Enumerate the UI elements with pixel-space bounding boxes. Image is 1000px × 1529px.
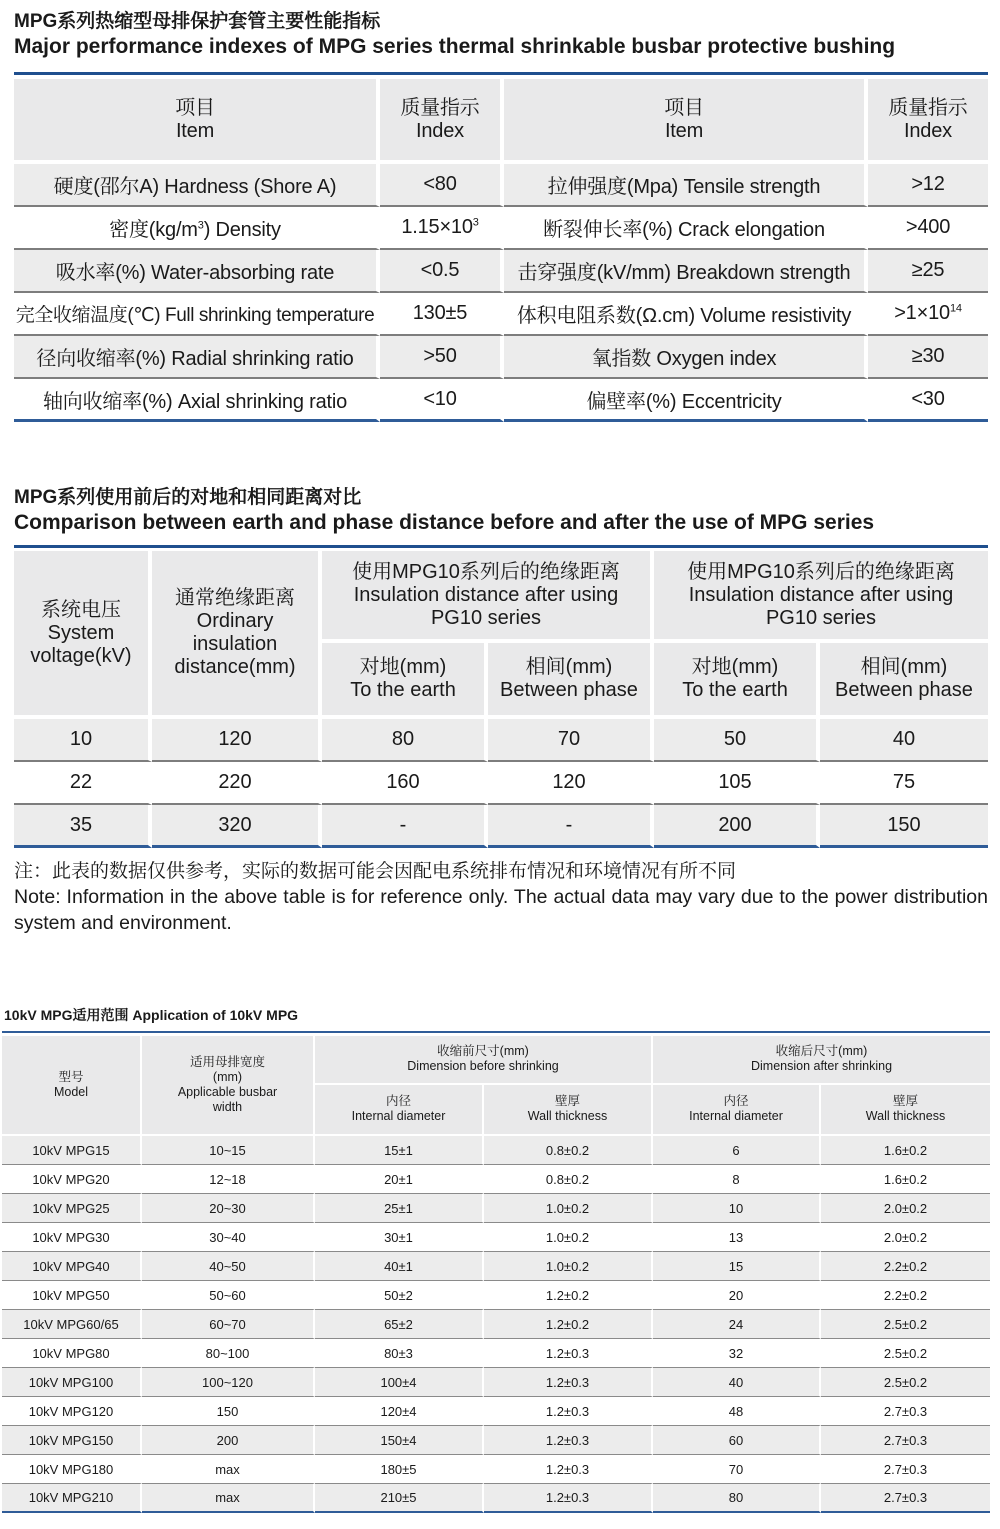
table-cell: 2.7±0.3 [821, 1484, 990, 1513]
table-row [14, 805, 988, 848]
table-cell: 硬度(邵尔A) Hardness (Shore A) [14, 164, 380, 207]
table-cell: 220 [152, 762, 322, 805]
table-row [2, 1426, 990, 1455]
table-cell: 13 [653, 1223, 821, 1252]
table-cell: <0.5 [380, 250, 504, 293]
table-row [2, 1165, 990, 1194]
table-cell: 8 [653, 1165, 821, 1194]
table-cell: 22 [14, 762, 152, 805]
table-cell: 密度$(kg/m^3)$ Density [14, 207, 380, 250]
table-cell: <30 [868, 379, 988, 422]
section3-title: 10kV MPG适用范围 Application of 10kV MPG [4, 1007, 299, 1023]
table-cell: 20±1 [315, 1165, 484, 1194]
header-wall-thickness-after: 壁厚 Wall thickness [821, 1085, 990, 1136]
table-cell: 10kV MPG100 [2, 1368, 142, 1397]
table-row [14, 293, 988, 336]
header-item-right: 项目 Item [504, 79, 868, 164]
table-cell: 50 [654, 719, 820, 762]
table-cell: >12 [868, 164, 988, 207]
table-cell: 30~40 [142, 1223, 315, 1252]
table-cell: 2.7±0.3 [821, 1397, 990, 1426]
header-ordinary-distance: 通常绝缘距离 Ordinary insulation distance(mm) [152, 551, 322, 719]
note-block [14, 860, 988, 936]
table-cell: 40~50 [142, 1252, 315, 1281]
note-cn: 注：此表的数据仅供参考，实际的数据可能会因配电系统排布情况和环境情况有所不同 [14, 861, 737, 882]
table-cell: 100±4 [315, 1368, 484, 1397]
table-cell: 2.0±0.2 [821, 1194, 990, 1223]
table-cell: 120±4 [315, 1397, 484, 1426]
header-index-right: 质量指示 Index [868, 79, 988, 164]
table-row [2, 1484, 990, 1513]
table-cell: 1.0±0.2 [484, 1194, 653, 1223]
table-cell: max [142, 1484, 315, 1513]
header-internal-diameter-before: 内径 Internal diameter [315, 1085, 484, 1136]
table-cell: 100~120 [142, 1368, 315, 1397]
table-cell: 1.2±0.3 [484, 1484, 653, 1513]
section2-title-bar [14, 545, 988, 548]
table-cell: 24 [653, 1310, 821, 1339]
table-row [14, 719, 988, 762]
header-after-group-2: 使用MPG10系列后的绝缘距离 Insulation distance after using PG10 series [654, 551, 988, 643]
table-cell: 1.2±0.3 [484, 1426, 653, 1455]
table-cell: <10 [380, 379, 504, 422]
section1-title-en: Major performance indexes of MPG series thermal shrinkable busbar protective bushing [14, 35, 896, 58]
table-cell: 200 [142, 1426, 315, 1455]
table-cell: 0.8±0.2 [484, 1165, 653, 1194]
table-cell: $1.15\times 10^3$ [380, 207, 504, 250]
table-cell: ≥25 [868, 250, 988, 293]
table-cell: 2.2±0.2 [821, 1252, 990, 1281]
performance-table [14, 79, 988, 422]
table-cell: 1.0±0.2 [484, 1223, 653, 1252]
table-cell: 10kV MPG210 [2, 1484, 142, 1513]
table-row [14, 207, 988, 250]
table-cell: 10kV MPG120 [2, 1397, 142, 1426]
table-cell: 2.5±0.2 [821, 1339, 990, 1368]
table-row [2, 1339, 990, 1368]
table-cell: 击穿强度(kV/mm) Breakdown strength [504, 250, 868, 293]
table-cell: max [142, 1455, 315, 1484]
table-cell: 32 [653, 1339, 821, 1368]
table-cell: 320 [152, 805, 322, 848]
table-cell: 偏壁率(%) Eccentricity [504, 379, 868, 422]
section2-title-en: Comparison between earth and phase distance before and after the use of MPG series [14, 511, 875, 534]
table-cell: 20 [653, 1281, 821, 1310]
header-after-shrinking: 收缩后尺寸(mm) Dimension after shrinking [653, 1036, 990, 1085]
header-to-earth-2: 对地(mm) To the earth [654, 643, 820, 719]
table-cell: 10kV MPG50 [2, 1281, 142, 1310]
header-internal-diameter-after: 内径 Internal diameter [653, 1085, 821, 1136]
distance-header-row [14, 551, 988, 643]
section1-title-bar [14, 72, 988, 75]
table-cell: 60~70 [142, 1310, 315, 1339]
table-cell: 15±1 [315, 1136, 484, 1165]
table-cell: 2.0±0.2 [821, 1223, 990, 1252]
table-cell: 10 [14, 719, 152, 762]
header-between-phase-2: 相间(mm) Between phase [820, 643, 988, 719]
table-cell: 25±1 [315, 1194, 484, 1223]
header-index-left: 质量指示 Index [380, 79, 504, 164]
section1-title-cn: MPG系列热缩型母排保护套管主要性能指标 [14, 11, 381, 32]
table-cell: >400 [868, 207, 988, 250]
table-cell: 10kV MPG150 [2, 1426, 142, 1455]
header-between-phase-1: 相间(mm) Between phase [488, 643, 654, 719]
table-cell: 1.2±0.2 [484, 1310, 653, 1339]
table-cell: 160 [322, 762, 488, 805]
table-cell: 80~100 [142, 1339, 315, 1368]
table-cell: 10kV MPG25 [2, 1194, 142, 1223]
table-cell: 15 [653, 1252, 821, 1281]
table-cell: 180±5 [315, 1455, 484, 1484]
table-cell: 35 [14, 805, 152, 848]
table-cell: 120 [488, 762, 654, 805]
section3-title-bar [2, 1031, 990, 1033]
table-cell: 2.2±0.2 [821, 1281, 990, 1310]
table-cell: 200 [654, 805, 820, 848]
header-system-voltage: 系统电压 System voltage(kV) [14, 551, 152, 719]
table-cell: 0.8±0.2 [484, 1136, 653, 1165]
table-cell: 150 [142, 1397, 315, 1426]
table-cell: 拉伸强度(Mpa) Tensile strength [504, 164, 868, 207]
table-cell: 70 [488, 719, 654, 762]
section2-title-block [14, 486, 988, 536]
table-cell: 65±2 [315, 1310, 484, 1339]
table-cell: 80 [653, 1484, 821, 1513]
table-cell: 50±2 [315, 1281, 484, 1310]
table-cell: 轴向收缩率(%) Axial shrinking ratio [14, 379, 380, 422]
table-cell: 10 [653, 1194, 821, 1223]
table-row [2, 1281, 990, 1310]
table-cell: 30±1 [315, 1223, 484, 1252]
table-cell: 80±3 [315, 1339, 484, 1368]
table-row [14, 164, 988, 207]
header-after-group-1: 使用MPG10系列后的绝缘距离 Insulation distance after using PG10 series [322, 551, 654, 643]
table-cell: 10~15 [142, 1136, 315, 1165]
table-cell: 1.2±0.3 [484, 1339, 653, 1368]
table-cell: 20~30 [142, 1194, 315, 1223]
table-cell: 10kV MPG180 [2, 1455, 142, 1484]
table-cell: 10kV MPG40 [2, 1252, 142, 1281]
table-cell: 10kV MPG60/65 [2, 1310, 142, 1339]
table-cell: 70 [653, 1455, 821, 1484]
table-cell: 2.7±0.3 [821, 1426, 990, 1455]
header-to-earth-1: 对地(mm) To the earth [322, 643, 488, 719]
table-cell: <80 [380, 164, 504, 207]
table-cell: 50~60 [142, 1281, 315, 1310]
table-cell: 80 [322, 719, 488, 762]
table-cell: 10kV MPG20 [2, 1165, 142, 1194]
table-row [14, 379, 988, 422]
table-row [14, 762, 988, 805]
table-row [2, 1368, 990, 1397]
table-cell: 130±5 [380, 293, 504, 336]
table-cell: 2.5±0.2 [821, 1310, 990, 1339]
table-cell: 1.0±0.2 [484, 1252, 653, 1281]
table-cell: 150±4 [315, 1426, 484, 1455]
table-cell: 40 [653, 1368, 821, 1397]
table-cell: 氧指数 Oxygen index [504, 336, 868, 379]
table-cell: 105 [654, 762, 820, 805]
table-cell: - [322, 805, 488, 848]
table-cell: 12~18 [142, 1165, 315, 1194]
table-row [2, 1194, 990, 1223]
table-cell: 体积电阻系数(Ω.cm) Volume resistivity [504, 293, 868, 336]
table-cell: 1.6±0.2 [821, 1136, 990, 1165]
table-cell: 吸水率(%) Water-absorbing rate [14, 250, 380, 293]
table-cell: 1.2±0.3 [484, 1397, 653, 1426]
table-cell: 75 [820, 762, 988, 805]
table-row [2, 1455, 990, 1484]
header-item-left: 项目 Item [14, 79, 380, 164]
table-cell: 150 [820, 805, 988, 848]
table-cell: 2.5±0.2 [821, 1368, 990, 1397]
table-cell: 40±1 [315, 1252, 484, 1281]
table-row [2, 1310, 990, 1339]
table-cell: 10kV MPG30 [2, 1223, 142, 1252]
header-before-shrinking: 收缩前尺寸(mm) Dimension before shrinking [315, 1036, 653, 1085]
table-cell: 48 [653, 1397, 821, 1426]
table-cell: 完全收缩温度(℃) Full shrinking temperature [14, 293, 380, 336]
table-cell: 1.2±0.2 [484, 1281, 653, 1310]
header-busbar-width: 适用母排宽度 (mm) Applicable busbar width [142, 1036, 315, 1136]
table-cell: 断裂伸长率(%) Crack elongation [504, 207, 868, 250]
application-table [2, 1036, 990, 1513]
table-cell: 210±5 [315, 1484, 484, 1513]
table-cell: 120 [152, 719, 322, 762]
table-row [2, 1136, 990, 1165]
table-cell: 60 [653, 1426, 821, 1455]
performance-header-row [14, 79, 988, 164]
table-row [2, 1252, 990, 1281]
table-cell: ≥30 [868, 336, 988, 379]
table-cell: 1.6±0.2 [821, 1165, 990, 1194]
table-cell: >50 [380, 336, 504, 379]
table-cell: 径向收缩率(%) Radial shrinking ratio [14, 336, 380, 379]
table-cell: 10kV MPG15 [2, 1136, 142, 1165]
table-cell: 1.2±0.3 [484, 1368, 653, 1397]
table-cell: 1.2±0.3 [484, 1455, 653, 1484]
note-en: Note: Information in the above table is for reference only. The actual data may vary due to the power distribution system and environment. [14, 886, 988, 934]
table-row [14, 250, 988, 293]
table-cell: 10kV MPG80 [2, 1339, 142, 1368]
distance-table [14, 551, 988, 848]
application-header-row [2, 1036, 990, 1085]
header-wall-thickness-before: 壁厚 Wall thickness [484, 1085, 653, 1136]
section1-title-block [14, 10, 988, 60]
table-cell: - [488, 805, 654, 848]
table-cell: $>1\times 10^{14}$ [868, 293, 988, 336]
section2-title-cn: MPG系列使用前后的对地和相同距离对比 [14, 487, 362, 508]
table-cell: 6 [653, 1136, 821, 1165]
table-cell: 40 [820, 719, 988, 762]
table-row [14, 336, 988, 379]
table-cell: 2.7±0.3 [821, 1455, 990, 1484]
table-row [2, 1223, 990, 1252]
header-model: 型号 Model [2, 1036, 142, 1136]
table-row [2, 1397, 990, 1426]
